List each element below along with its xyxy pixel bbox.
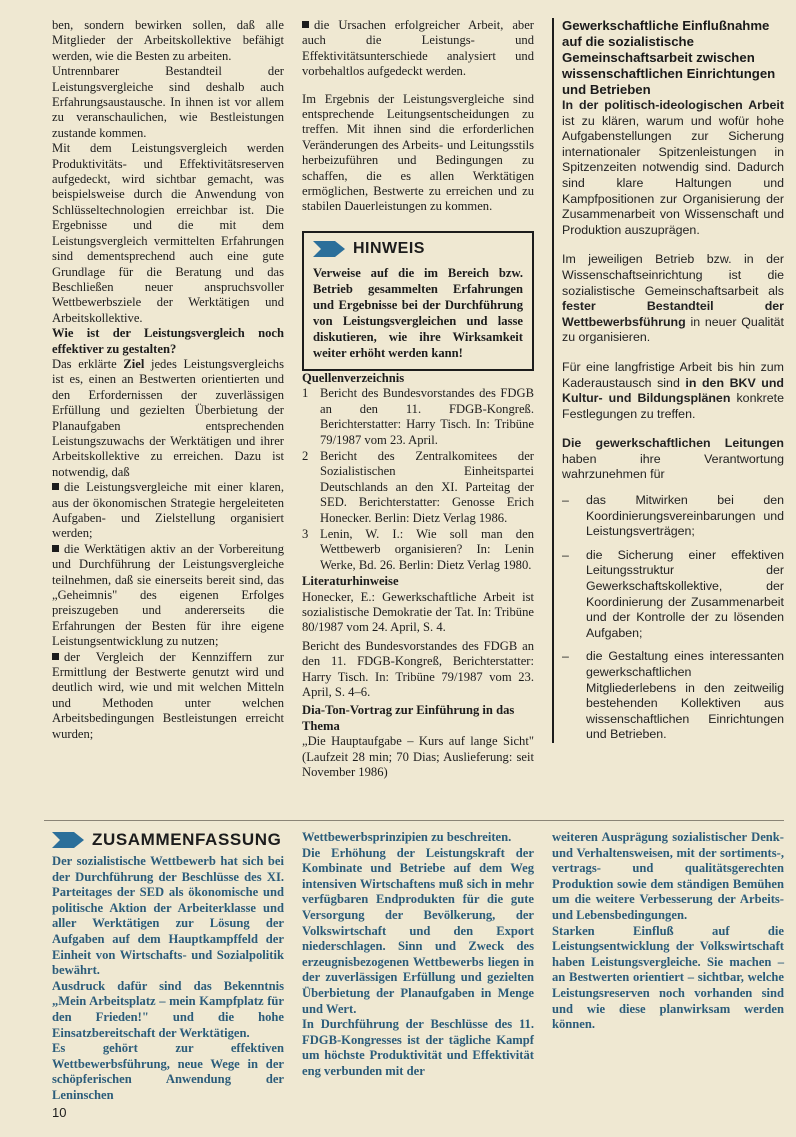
paragraph: Mit dem Leistungsvergleich werden Produktivitäts- und Effektivitätsreserven aufgedeckt, wird sichtbar gemacht, was beispielsweise durch die Anwendung von Schlüsseltechnologien erreichbar ist. Die Ergebnisse und die mit dem Leistungsvergleich vermittelten Erfahrungen sind dementsprechend auch eine gute Grundlage für die Beratung und das Beschließen neuer anspruchsvoller Wettbewerbsziele der Werktätigen und Arbeitskollektive.: [52, 141, 284, 325]
arrow-right-icon: [313, 239, 347, 259]
item-number: 3: [302, 526, 309, 541]
list-item: [302, 386, 534, 448]
square-bullet-icon: [52, 653, 59, 660]
list-item: [52, 542, 284, 650]
page-number: 10: [52, 1105, 67, 1120]
square-bullet-icon: [52, 545, 59, 552]
sidebar-title: Gewerkschaftliche Einflußnahme auf die sozialistische Gemeinschaftsarbeit zwischen wissenschaftlichen Einrichtungen und Betrieben: [562, 18, 776, 97]
list-item: [562, 548, 784, 642]
bullet-list: [52, 480, 284, 742]
paragraph: [562, 98, 784, 238]
quellen-title: Quellenverzeichnis: [302, 370, 405, 385]
summary-paragraph: In Durchführung der Beschlüsse des 11. FDGB-Kongresses ist der tägliche Kampf um höchste Produktivität und Effektivität eng verbunden mit der: [302, 1017, 534, 1078]
column-1: [52, 18, 284, 742]
text-run: Das erklärte: [52, 356, 124, 371]
item-number: 1: [302, 386, 309, 401]
summary-paragraph: Ausdruck dafür sind das Bekenntnis „Mein Arbeitsplatz – mein Kampfplatz für den Frieden!" und die hohe Einsatzbereitschaft der Werktätigen.: [52, 978, 284, 1040]
text-run: in neuer Qualität zu organisieren.: [562, 314, 784, 345]
paragraph: [562, 436, 784, 483]
text-run: Für eine langfristige Arbeit bis hin zum Kaderaustausch sind: [562, 359, 784, 390]
summary-paragraph: weiteren Ausprägung sozialistischer Denk- und Verhaltensweisen, mit der sortiments-, vertrags- und qualitätsgerechten Produktion sowie dem ständigen Bemühen um die weitere Verbesserung der Arbeits- und Lebensbedingungen.: [552, 830, 784, 922]
summary-column-1: [52, 830, 284, 1104]
paragraph: Im Ergebnis der Leistungsvergleiche sind entsprechende Leitungsentscheidungen zu treffen. Mit ihnen sind die erforderlichen Veränderungen des Arbeits- und Leitungsstils herbeizuführen und Bedingungen zu schaffen, die es allen Werktätigen ermöglichen, Bestwerte zu erreichen und zu stabilen Dauerleistungen zu kommen.: [302, 91, 534, 214]
summary-title: ZUSAMMENFASSUNG: [92, 830, 282, 850]
section-heading: Wie ist der Leistungsvergleich noch effektiver zu gestalten?: [52, 326, 284, 356]
summary-column-3: [552, 830, 784, 1033]
summary-header: [52, 830, 284, 850]
text-run: jedes Leistungsvergleichs ist es, einen an Bestwerten orientierten und den Erfordernissen der zuverlässigen Erfüllung und gezielten Überbietung der Planaufgaben entsprechenden Leistungszuwachs der Werktätigen und ihrer Arbeitskollektive zu erreichen. Dazu ist notwendig, daß: [52, 356, 284, 479]
dia-text: „Die Hauptaufgabe – Kurs auf lange Sicht" (Laufzeit 28 min; 70 Dias; Auslieferung: seit November 1986): [302, 734, 534, 780]
summary-column-2: [302, 830, 534, 1080]
item-text: Lenin, W. I.: Wie soll man den Wettbewerb organisieren? In: Lenin Werke, Bd. 26. Berlin: Dietz Verlag 1980.: [320, 526, 534, 572]
emphasis: Die gewerkschaftlichen Leitungen: [562, 436, 784, 451]
emphasis: fester Bestandteil der Wettbewerbsführung: [562, 299, 784, 329]
list-item-text: die Ursachen erfolgreicher Arbeit, aber auch die Leistungs- und Effektivitätsunterschiede analysiert und vorbehaltlos aufgedeckt werden.: [302, 18, 534, 79]
hinweis-box: [302, 231, 534, 371]
hinweis-header: [313, 239, 523, 259]
list-item: [562, 493, 784, 540]
list-item-text: das Mitwirken bei den Koordinierungsvereinbarungen und Leistungsverträgen;: [586, 493, 784, 539]
list-item: [302, 18, 534, 80]
item-number: 2: [302, 448, 309, 463]
dash-marker: –: [562, 547, 569, 562]
item-text: Bericht des Zentralkomitees der Sozialistischen Einheitspartei Deutschlands an den XI. Parteitag der SED. Berichterstatter: Genosse Erich Honecker. Berlin: Dietz Verlag 1986.: [320, 448, 534, 525]
summary-paragraph: Es gehört zur effektiven Wettbewerbsführung, neue Wege in der schöpferischen Anwendung der Leninschen: [52, 1041, 284, 1102]
list-item: [302, 449, 534, 526]
square-bullet-icon: [302, 21, 309, 28]
text-run: ist zu klären, warum und wofür hohe Aufgabenstellungen zur Sicherung internationaler Spitzenleistungen in Spitzenzeiten notwendig sind. Dadurch sind klare Haltungen und Kampfpositionen zur Organisierung der Zusammenarbeit von Wissenschaft und Produktion auszuprägen.: [562, 113, 784, 237]
dash-marker: –: [562, 649, 569, 664]
hinweis-text: Verweise auf die im Bereich bzw. Betrieb gesammelten Erfahrungen und Ergebnisse bei der Durchführung von Leistungsvergleichen und lasse diskutieren, wie ihre Wirksamkeit weiter erhöht werden kann!: [313, 265, 523, 360]
paragraph: ben, sondern bewirken sollen, daß alle Mitglieder der Arbeitskollektive befähigt werden, wie die Besten zu arbeiten.: [52, 18, 284, 63]
dash-marker: –: [562, 493, 569, 508]
paragraph: [562, 360, 784, 422]
list-item-text: die Leistungsvergleiche mit einer klaren, aus der ökonomischen Strategie hergeleiteten Aufgaben- und Zielstellung organisiert werden;: [52, 480, 284, 541]
summary-paragraph: Der sozialistische Wettbewerb hat sich bei der Durchführung der Beschlüsse des XI. Parteitages der SED als ökonomische und politische Aktion der Arbeiterklasse und aller Werktätigen zur Lösung der Aufgaben auf dem Hauptkampffeld der Einheit von Wirtschafts- und Sozialpolitik bewährt.: [52, 854, 284, 978]
emphasis: in den BKV und Kultur- und Bildungsplänen: [562, 375, 784, 406]
paragraph: [52, 357, 284, 480]
paragraph: Untrennbarer Bestandteil der Leistungsvergleiche sind deshalb auch Erfahrungsaustausche. In ihnen ist vor allem zu veranschaulichen, wie Bestleistungen zustande kommen.: [52, 64, 284, 140]
text-run: haben ihre Verantwortung wahrzunehmen für: [562, 451, 784, 482]
list-item: Honecker, E.: Gewerkschaftliche Arbeit ist sozialistische Demokratie der Tat. In: Tribüne 80/1987 vom 24. April, S. 4.: [302, 589, 534, 635]
list-item: [302, 527, 534, 573]
text-run: Im jeweiligen Betrieb bzw. in der Wissenschaftseinrichtung ist die sozialistische Gemeinschaftsarbeit als: [562, 252, 784, 298]
arrow-right-icon: [52, 830, 86, 850]
literatur-title: Literaturhinweise: [302, 574, 399, 589]
hinweis-title: HINWEIS: [353, 240, 425, 258]
square-bullet-icon: [52, 483, 59, 490]
literature-list: [302, 590, 534, 701]
summary-paragraph: Wettbewerbsprinzipien zu beschreiten.: [302, 830, 512, 844]
list-item-text: der Vergleich der Kennziffern zur Ermittlung der Bestwerte genutzt wird und deutlich wird, wie und mit welchen Mitteln und Methoden unter welchen Arbeitsbedingungen Bestleistungen erreicht wurden;: [52, 649, 284, 741]
list-item: [562, 649, 784, 743]
summary-paragraph: Die Erhöhung der Leistungskraft der Kombinate und Betriebe auf dem Weg intensiven Wirtschaftens muß sich in mehr verfügbaren Endprodukten für die gute Versorgung der Bevölkerung, der Volkswirtschaft und den Export niederschlagen. Sinn und Zweck des erzeugnisbezogenen Wettbewerbs liegen in der zuverlässigen Erfüllung und gezielten Überbietung der Planaufgaben in Menge und Wert.: [302, 845, 534, 1016]
paragraph: [562, 252, 784, 346]
dia-title: Dia-Ton-Vortrag zur Einführung in das Thema: [302, 703, 515, 733]
emphasis: Ziel: [123, 356, 145, 371]
list-item-text: die Werktätigen aktiv an der Vorbereitung und Durchführung der Leistungsvergleiche teilnehmen, daß sie einerseits bereit sind, das „Geheimnis" des eigenen Erfolges preiszugeben und andererseits die Erfahrungen der Besten für ihre eigene Leistungsentwicklung zu nutzen;: [52, 541, 284, 649]
sidebar-box: [552, 18, 784, 743]
list-item: [52, 650, 284, 742]
text-run: konkrete Festlegungen zu treffen.: [562, 391, 785, 421]
emphasis: In der politisch-ideologischen Arbeit: [562, 98, 784, 112]
summary-paragraph: Starken Einfluß auf die Leistungsentwicklung der Volkswirtschaft haben Leistungsvergleiche. Sie machen – an Bestwerten orientiert – sichtbar, welche Leistungsreserven noch vorhanden sind und wie diese planwirksam werden können.: [552, 923, 784, 1032]
section-divider: [44, 820, 784, 821]
dash-list: [562, 493, 784, 743]
item-text: Bericht des Bundesvorstandes des FDGB an den 11. FDGB-Kongreß. Berichterstatter: Harry Tisch. In: Tribüne 79/1987 vom 23. April.: [320, 386, 534, 447]
column-3: [552, 18, 784, 751]
column-2: [302, 18, 534, 780]
list-item-text: die Sicherung einer effektiven Leitungsstruktur der Gewerkschaftskollektive, der Koordinierung der Zusammenarbeit und der Kontrolle der zu lösenden Aufgaben;: [586, 547, 784, 640]
list-item-text: die Gestaltung eines interessanten gewerkschaftlichen Mitgliederlebens in den zeitweilig bestehenden Kollektiven aus wissenschaftlichen Einrichtungen und Betrieben.: [586, 649, 784, 742]
list-item: [52, 480, 284, 542]
source-list: [302, 386, 534, 573]
list-item: Bericht des Bundesvorstandes des FDGB an den 11. FDGB-Kongreß, Berichterstatter: Harry Tisch. In: Tribüne 79/1987 vom 23. April, S. 4–6.: [302, 638, 534, 699]
